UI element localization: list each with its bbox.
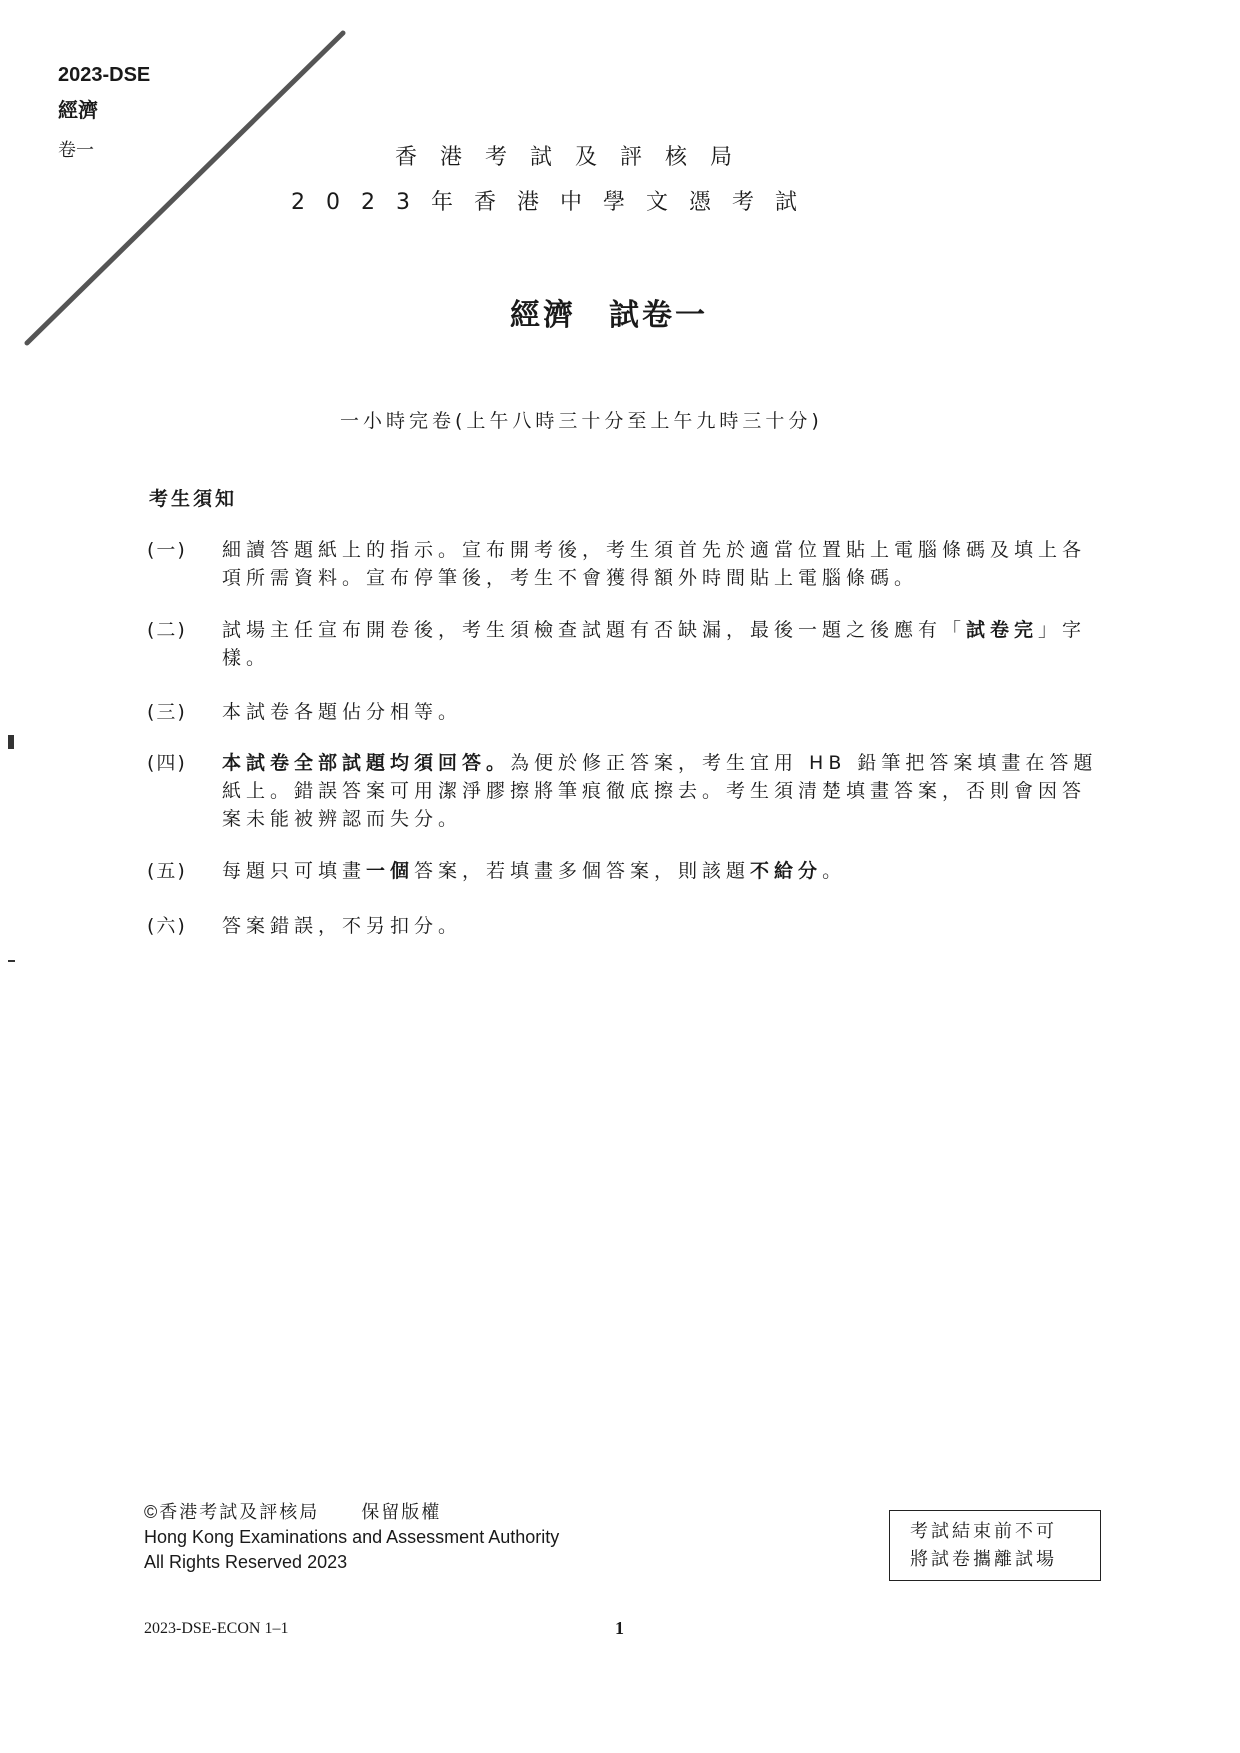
instruction-emphasis: 一個 bbox=[366, 860, 415, 882]
instruction-text: 每題只可填畫 bbox=[222, 860, 367, 882]
instruction-text: 為便於修正答案，考生宜用 HB 鉛筆把答案填畫在答題紙上。錯誤答案可用潔淨膠擦將筆痕徹底擦去。考生須清楚填畫答案，否則會因答案未能被辨認而失分。 bbox=[222, 752, 1098, 830]
instruction-number: (三) bbox=[147, 701, 187, 723]
diagonal-corner-line bbox=[0, 0, 360, 360]
instruction-text: 答案錯誤，不另扣分。 bbox=[222, 915, 463, 937]
scan-mark bbox=[8, 960, 15, 962]
instruction-emphasis: 本試卷全部試題均須回答。 bbox=[222, 752, 511, 774]
copyright-cn-rights: 保留版權 bbox=[361, 1502, 442, 1522]
instruction-item bbox=[147, 912, 1107, 940]
corner-paper: 卷一 bbox=[58, 140, 94, 161]
corner-exam-code: 2023-DSE bbox=[58, 64, 151, 86]
copyright-en-name: Hong Kong Examinations and Assessment Authority bbox=[144, 1527, 560, 1547]
instruction-item bbox=[147, 536, 1107, 592]
instruction-item bbox=[147, 616, 1107, 672]
instruction-item bbox=[147, 749, 1107, 833]
notice-line: 將試卷攜離試場 bbox=[910, 1549, 1057, 1570]
copyright-en-rights: All Rights Reserved 2023 bbox=[144, 1552, 348, 1572]
instruction-text: 試場主任宣布開卷後，考生須檢查試題有否缺漏，最後一題之後應有「 bbox=[222, 619, 967, 641]
instruction-emphasis: 試卷完 bbox=[966, 619, 1039, 641]
instruction-number: (二) bbox=[147, 619, 187, 641]
instruction-item bbox=[147, 857, 1107, 885]
authority-heading: 香港考試及評核局 bbox=[395, 145, 756, 170]
paper-title: 經濟 試卷一 bbox=[510, 298, 708, 333]
instruction-text: 答案，若填畫多個答案，則該題 bbox=[414, 860, 751, 882]
instruction-number: (六) bbox=[147, 915, 187, 937]
copyright-block bbox=[144, 1500, 559, 1575]
corner-subject: 經濟 bbox=[58, 98, 98, 122]
instruction-emphasis: 不給分 bbox=[750, 860, 823, 882]
notice-box bbox=[889, 1510, 1101, 1581]
notice-line: 考試結束前不可 bbox=[910, 1521, 1057, 1542]
instruction-number: (一) bbox=[147, 539, 187, 561]
instructions-heading: 考生須知 bbox=[149, 488, 238, 510]
footer-paper-code: 2023-DSE-ECON 1–1 bbox=[144, 1620, 289, 1637]
instruction-text: 。 bbox=[822, 860, 847, 882]
copyright-cn-name: ©香港考試及評核局 bbox=[144, 1502, 320, 1522]
instruction-text: 」字樣。 bbox=[222, 619, 1087, 669]
exam-heading: 2023年香港中學文憑考試 bbox=[291, 190, 818, 215]
instruction-number: (四) bbox=[147, 752, 187, 774]
instruction-text: 細讀答題紙上的指示。宣布開考後，考生須首先於適當位置貼上電腦條碼及填上各項所需資料。宣布停筆後，考生不會獲得額外時間貼上電腦條碼。 bbox=[222, 539, 1087, 589]
scan-mark bbox=[8, 735, 14, 749]
instruction-item bbox=[147, 698, 1107, 726]
page-number: 1 bbox=[615, 1618, 624, 1638]
instruction-text: 本試卷各題佔分相等。 bbox=[222, 701, 463, 723]
instruction-number: (五) bbox=[147, 860, 187, 882]
exam-duration: 一小時完卷(上午八時三十分至上午九時三十分) bbox=[340, 410, 823, 432]
